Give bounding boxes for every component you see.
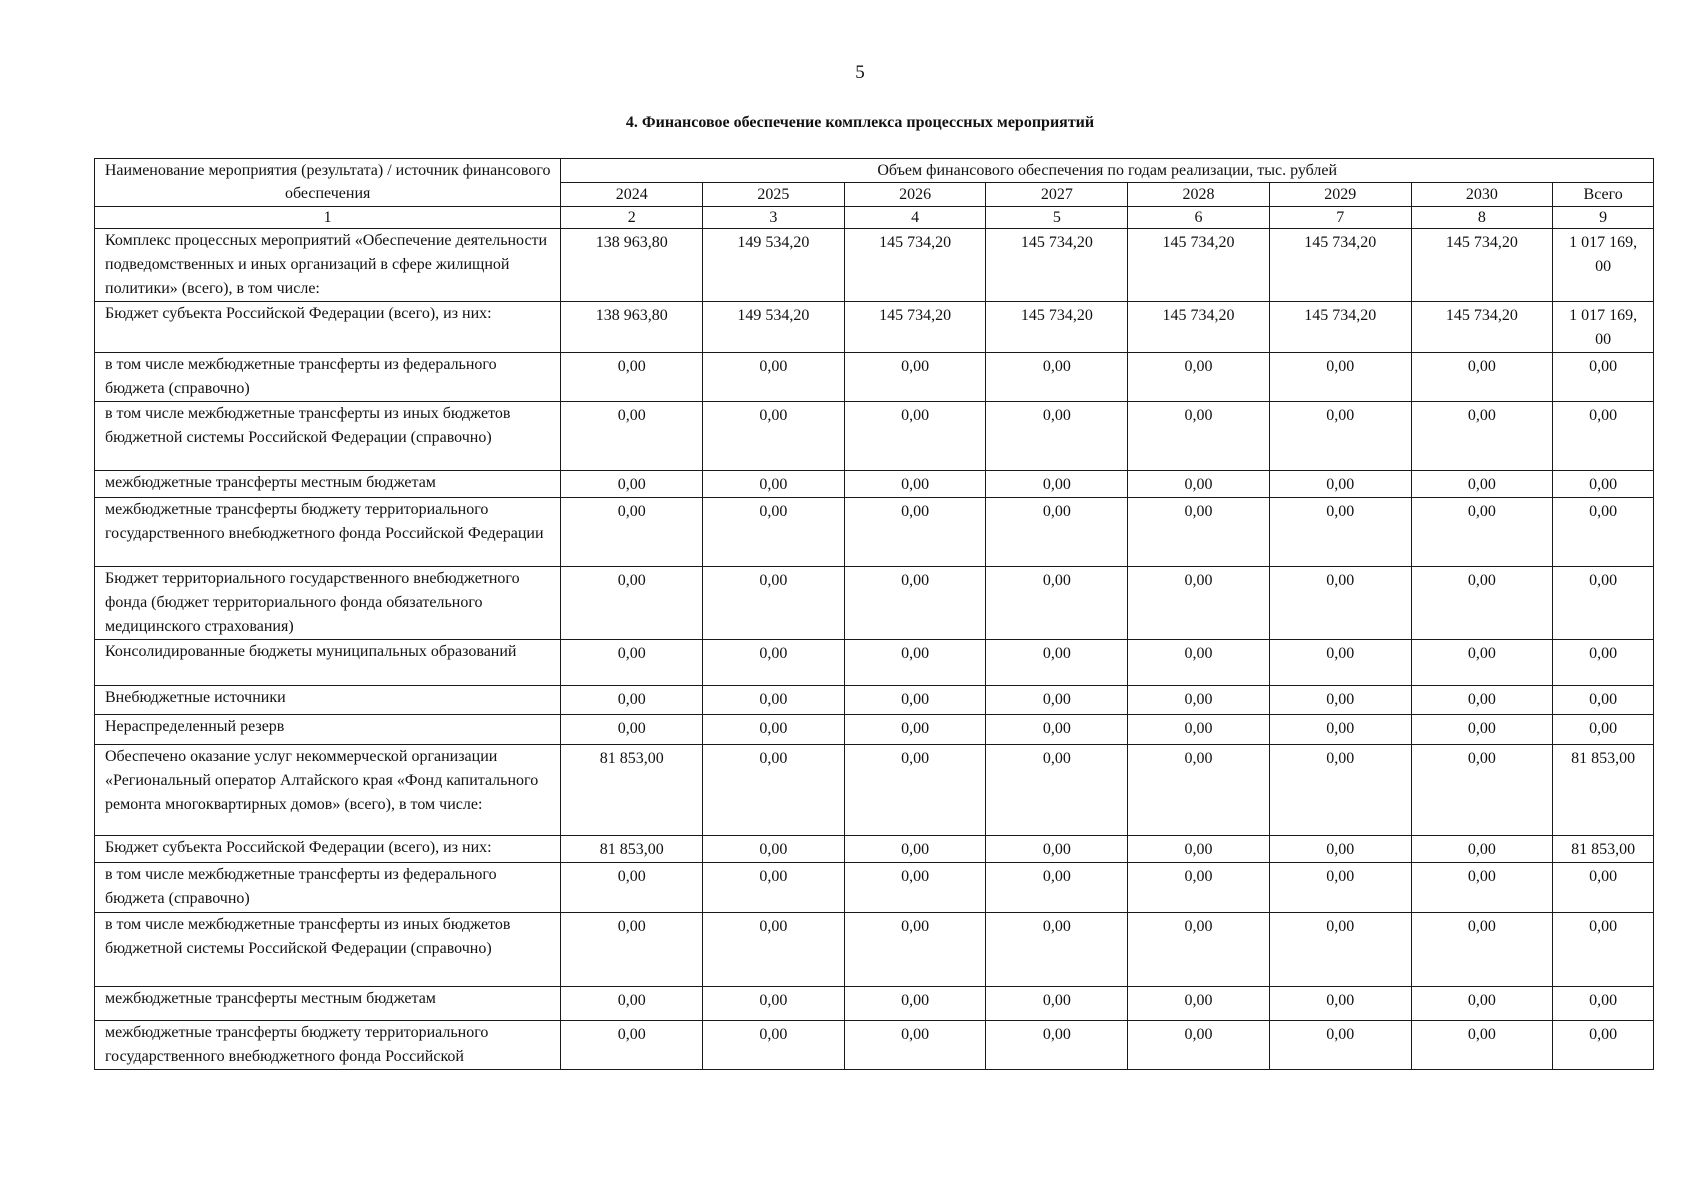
- row-total-value: 1 017 169, 00: [1553, 229, 1654, 302]
- table-row: [95, 498, 1654, 567]
- table-header: [95, 159, 1654, 207]
- row-total-value: 0,00: [1553, 1021, 1654, 1070]
- row-year-value: 0,00: [1128, 567, 1270, 640]
- row-year-value: 145 734,20: [844, 302, 986, 353]
- row-year-value: 0,00: [844, 471, 986, 498]
- row-total-value: 0,00: [1553, 567, 1654, 640]
- row-year-value: 145 734,20: [1269, 302, 1411, 353]
- row-year-value: 0,00: [844, 863, 986, 913]
- years-group-header: Объем финансового обеспечения по годам реализации, тыс. рублей: [561, 159, 1654, 183]
- row-year-value: 0,00: [561, 567, 703, 640]
- row-year-value: 0,00: [703, 863, 845, 913]
- row-year-value: 0,00: [1411, 836, 1553, 863]
- row-year-value: 0,00: [1411, 686, 1553, 715]
- row-name: Нераспределенный резерв: [95, 715, 561, 745]
- row-year-value: 0,00: [1411, 715, 1553, 745]
- row-year-value: 0,00: [561, 686, 703, 715]
- row-name: межбюджетные трансферты бюджету территориального государственного внебюджетного фонда Российской: [95, 1021, 561, 1070]
- row-total-value: 0,00: [1553, 686, 1654, 715]
- row-year-value: 0,00: [986, 686, 1128, 715]
- row-year-value: 138 963,80: [561, 229, 703, 302]
- row-year-value: 0,00: [561, 1021, 703, 1070]
- row-year-value: 0,00: [986, 715, 1128, 745]
- row-year-value: 0,00: [703, 913, 845, 987]
- row-year-value: 0,00: [703, 402, 845, 471]
- row-total-value: 81 853,00: [1553, 745, 1654, 836]
- row-year-value: 0,00: [1269, 567, 1411, 640]
- row-year-value: 0,00: [1411, 863, 1553, 913]
- table-row: [95, 567, 1654, 640]
- row-name: в том числе межбюджетные трансферты из федерального бюджета (справочно): [95, 863, 561, 913]
- row-year-value: 0,00: [1411, 913, 1553, 987]
- column-index: 1: [95, 207, 561, 229]
- year-header: 2024: [561, 183, 703, 207]
- row-year-value: 0,00: [703, 353, 845, 402]
- table-row: [95, 402, 1654, 471]
- name-column-header: Наименование мероприятия (результата) / источник финансового обеспечения: [95, 159, 561, 207]
- row-name: Бюджет субъекта Российской Федерации (всего), из них:: [95, 302, 561, 353]
- row-year-value: 0,00: [986, 745, 1128, 836]
- row-year-value: 0,00: [561, 913, 703, 987]
- table-row: [95, 686, 1654, 715]
- row-year-value: 0,00: [986, 987, 1128, 1021]
- table-body: [95, 207, 1654, 1070]
- row-year-value: 145 734,20: [1411, 229, 1553, 302]
- column-index: 2: [561, 207, 703, 229]
- row-year-value: 0,00: [1128, 836, 1270, 863]
- table-row: [95, 640, 1654, 686]
- header-row-group: [95, 159, 1654, 183]
- row-year-value: 0,00: [844, 498, 986, 567]
- row-year-value: 145 734,20: [844, 229, 986, 302]
- row-year-value: 0,00: [703, 987, 845, 1021]
- row-total-value: 0,00: [1553, 353, 1654, 402]
- row-year-value: 0,00: [1269, 987, 1411, 1021]
- row-year-value: 0,00: [1411, 745, 1553, 836]
- year-header: 2028: [1128, 183, 1270, 207]
- row-year-value: 0,00: [561, 498, 703, 567]
- row-year-value: 0,00: [1128, 640, 1270, 686]
- row-year-value: 0,00: [1269, 686, 1411, 715]
- row-year-value: 145 734,20: [1128, 302, 1270, 353]
- table-row: [95, 987, 1654, 1021]
- year-header: 2029: [1269, 183, 1411, 207]
- row-year-value: 0,00: [1269, 913, 1411, 987]
- table-row: [95, 745, 1654, 836]
- row-year-value: 0,00: [1269, 715, 1411, 745]
- row-year-value: 0,00: [1411, 402, 1553, 471]
- row-year-value: 0,00: [844, 353, 986, 402]
- row-name: межбюджетные трансферты местным бюджетам: [95, 987, 561, 1021]
- row-year-value: 0,00: [844, 987, 986, 1021]
- row-year-value: 0,00: [1269, 353, 1411, 402]
- table-row: [95, 715, 1654, 745]
- table-row: [95, 471, 1654, 498]
- row-year-value: 0,00: [1128, 745, 1270, 836]
- row-name: Консолидированные бюджеты муниципальных образований: [95, 640, 561, 686]
- row-total-value: 0,00: [1553, 715, 1654, 745]
- row-year-value: 149 534,20: [703, 302, 845, 353]
- column-index: 8: [1411, 207, 1553, 229]
- row-year-value: 0,00: [844, 640, 986, 686]
- row-year-value: 0,00: [844, 686, 986, 715]
- column-index: 3: [703, 207, 845, 229]
- row-name: межбюджетные трансферты местным бюджетам: [95, 471, 561, 498]
- row-name: межбюджетные трансферты бюджету территориального государственного внебюджетного фонда Российской Федерации: [95, 498, 561, 567]
- row-year-value: 0,00: [986, 353, 1128, 402]
- row-year-value: 0,00: [1411, 353, 1553, 402]
- row-year-value: 0,00: [703, 471, 845, 498]
- row-year-value: 0,00: [1411, 640, 1553, 686]
- row-year-value: 0,00: [1411, 498, 1553, 567]
- row-year-value: 0,00: [1128, 987, 1270, 1021]
- row-name: Внебюджетные источники: [95, 686, 561, 715]
- row-year-value: 145 734,20: [1269, 229, 1411, 302]
- table-row: [95, 1021, 1654, 1070]
- row-year-value: 0,00: [703, 1021, 845, 1070]
- row-year-value: 0,00: [986, 567, 1128, 640]
- row-year-value: 0,00: [986, 471, 1128, 498]
- row-year-value: 0,00: [561, 640, 703, 686]
- row-year-value: 0,00: [986, 863, 1128, 913]
- row-year-value: 0,00: [703, 836, 845, 863]
- table-row: [95, 836, 1654, 863]
- row-year-value: 0,00: [561, 987, 703, 1021]
- row-year-value: 0,00: [1269, 471, 1411, 498]
- financing-table: [94, 158, 1654, 1070]
- row-year-value: 0,00: [703, 567, 845, 640]
- row-year-value: 0,00: [703, 715, 845, 745]
- column-index: 9: [1553, 207, 1654, 229]
- row-year-value: 0,00: [844, 836, 986, 863]
- row-year-value: 0,00: [1411, 471, 1553, 498]
- column-index: 4: [844, 207, 986, 229]
- row-year-value: 81 853,00: [561, 745, 703, 836]
- row-name: Бюджет территориального государственного внебюджетного фонда (бюджет территориального фонда обязательного медицинского страхования): [95, 567, 561, 640]
- year-header: 2030: [1411, 183, 1553, 207]
- row-year-value: 0,00: [1269, 745, 1411, 836]
- row-year-value: 0,00: [1128, 498, 1270, 567]
- row-total-value: 0,00: [1553, 402, 1654, 471]
- row-year-value: 0,00: [703, 498, 845, 567]
- row-year-value: 145 734,20: [1411, 302, 1553, 353]
- row-name: в том числе межбюджетные трансферты из иных бюджетов бюджетной системы Российской Федерации (справочно): [95, 402, 561, 471]
- row-year-value: 0,00: [561, 353, 703, 402]
- year-header: 2026: [844, 183, 986, 207]
- column-index: 5: [986, 207, 1128, 229]
- row-year-value: 0,00: [1128, 471, 1270, 498]
- row-total-value: 0,00: [1553, 640, 1654, 686]
- row-year-value: 0,00: [844, 567, 986, 640]
- page-number: 5: [855, 62, 865, 83]
- row-year-value: 0,00: [1269, 863, 1411, 913]
- row-total-value: 1 017 169, 00: [1553, 302, 1654, 353]
- row-year-value: 0,00: [561, 863, 703, 913]
- table-row: [95, 302, 1654, 353]
- row-year-value: 0,00: [1128, 913, 1270, 987]
- row-total-value: 0,00: [1553, 913, 1654, 987]
- row-year-value: 0,00: [986, 913, 1128, 987]
- row-year-value: 0,00: [703, 686, 845, 715]
- row-year-value: 0,00: [703, 640, 845, 686]
- row-year-value: 0,00: [986, 836, 1128, 863]
- row-year-value: 0,00: [1269, 402, 1411, 471]
- row-year-value: 0,00: [561, 402, 703, 471]
- row-year-value: 0,00: [986, 640, 1128, 686]
- table-row: [95, 229, 1654, 302]
- row-total-value: 0,00: [1553, 863, 1654, 913]
- year-header: 2027: [986, 183, 1128, 207]
- row-name: Комплекс процессных мероприятий «Обеспечение деятельности подведомственных и иных организаций в сфере жилищной политики» (всего), в том числе:: [95, 229, 561, 302]
- total-header: Всего: [1553, 183, 1654, 207]
- row-year-value: 0,00: [1411, 987, 1553, 1021]
- row-year-value: 145 734,20: [1128, 229, 1270, 302]
- row-year-value: 0,00: [1411, 567, 1553, 640]
- row-year-value: 0,00: [561, 715, 703, 745]
- table-row: [95, 913, 1654, 987]
- table-row: [95, 353, 1654, 402]
- row-year-value: 145 734,20: [986, 302, 1128, 353]
- row-year-value: 0,00: [986, 498, 1128, 567]
- column-index: 7: [1269, 207, 1411, 229]
- row-year-value: 0,00: [561, 471, 703, 498]
- row-year-value: 0,00: [844, 913, 986, 987]
- row-year-value: 0,00: [1128, 686, 1270, 715]
- row-year-value: 0,00: [844, 402, 986, 471]
- row-name: Обеспечено оказание услуг некоммерческой организации «Региональный оператор Алтайского края «Фонд капитального ремонта многоквартирных домов» (всего), в том числе:: [95, 745, 561, 836]
- row-year-value: 0,00: [1269, 836, 1411, 863]
- row-year-value: 0,00: [1269, 1021, 1411, 1070]
- table-row: [95, 863, 1654, 913]
- row-year-value: 0,00: [986, 402, 1128, 471]
- row-total-value: 0,00: [1553, 987, 1654, 1021]
- row-total-value: 0,00: [1553, 471, 1654, 498]
- row-total-value: 81 853,00: [1553, 836, 1654, 863]
- row-year-value: 0,00: [703, 745, 845, 836]
- row-year-value: 0,00: [844, 745, 986, 836]
- year-header: 2025: [703, 183, 845, 207]
- row-year-value: 0,00: [1128, 402, 1270, 471]
- row-year-value: 0,00: [844, 1021, 986, 1070]
- row-year-value: 0,00: [1411, 1021, 1553, 1070]
- row-year-value: 81 853,00: [561, 836, 703, 863]
- section-title: 4. Финансовое обеспечение комплекса процессных мероприятий: [625, 114, 1095, 131]
- row-year-value: 0,00: [1269, 640, 1411, 686]
- column-index: 6: [1128, 207, 1270, 229]
- row-year-value: 0,00: [986, 1021, 1128, 1070]
- row-name: в том числе межбюджетные трансферты из федерального бюджета (справочно): [95, 353, 561, 402]
- row-year-value: 0,00: [1128, 863, 1270, 913]
- row-year-value: 138 963,80: [561, 302, 703, 353]
- row-year-value: 0,00: [1269, 498, 1411, 567]
- row-total-value: 0,00: [1553, 498, 1654, 567]
- row-year-value: 0,00: [1128, 715, 1270, 745]
- row-year-value: 0,00: [844, 715, 986, 745]
- column-index-row: [95, 207, 1654, 229]
- row-year-value: 0,00: [1128, 1021, 1270, 1070]
- row-year-value: 149 534,20: [703, 229, 845, 302]
- row-name: Бюджет субъекта Российской Федерации (всего), из них:: [95, 836, 561, 863]
- row-name: в том числе межбюджетные трансферты из иных бюджетов бюджетной системы Российской Федерации (справочно): [95, 913, 561, 987]
- row-year-value: 0,00: [1128, 353, 1270, 402]
- row-year-value: 145 734,20: [986, 229, 1128, 302]
